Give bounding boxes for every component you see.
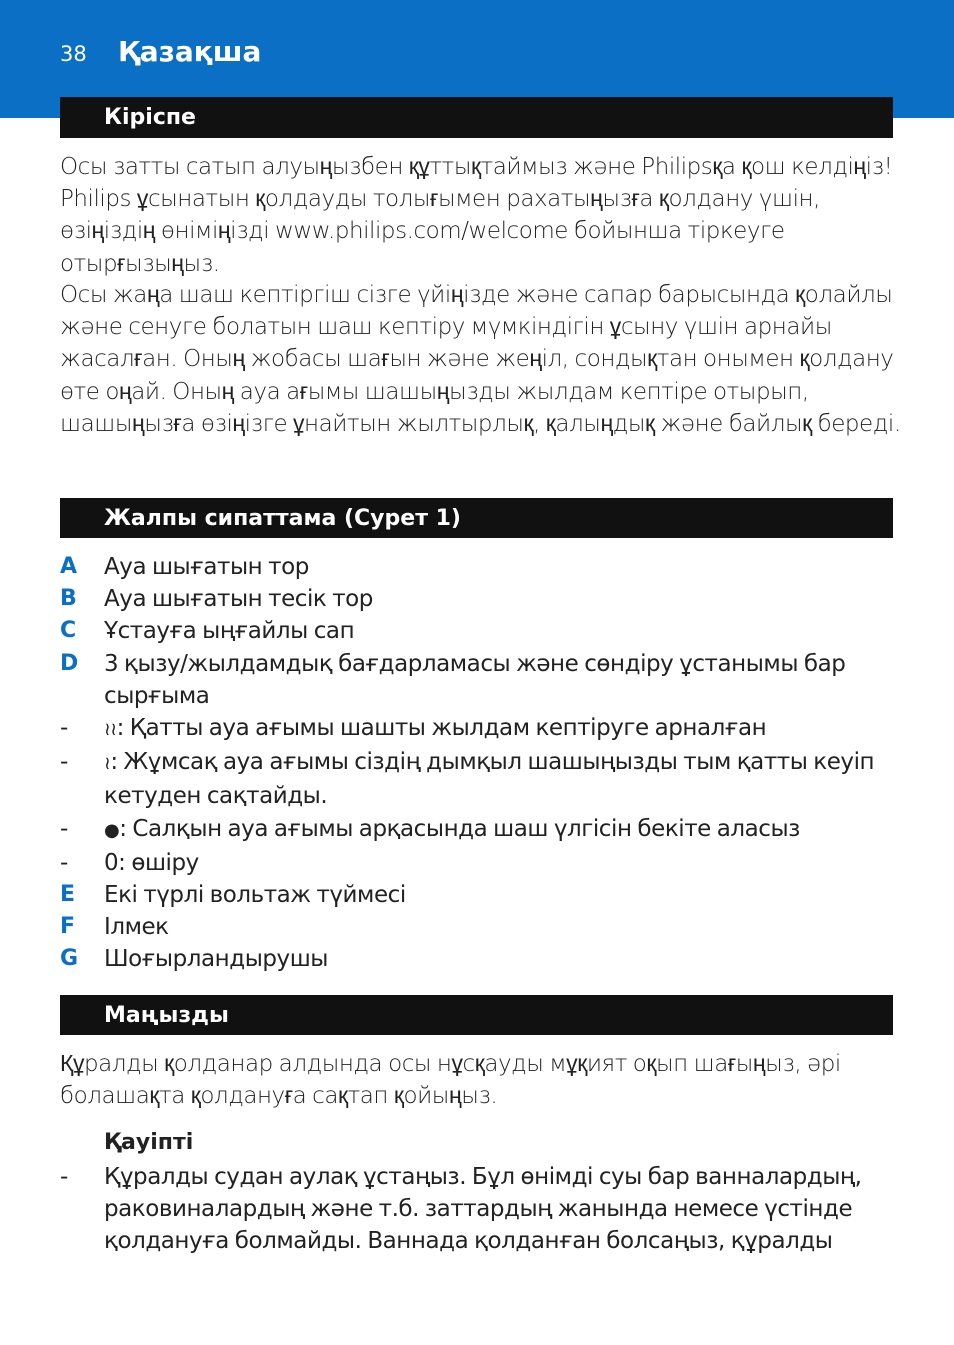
item-text: 0: өшіру	[104, 849, 199, 876]
item-marker: D	[60, 650, 78, 676]
item-marker: -	[60, 715, 68, 742]
list-item	[60, 551, 905, 583]
item-text: Ілмек	[104, 914, 169, 941]
cool-shot-icon: ●	[104, 819, 120, 841]
item-text: 3 қызу/жылдамдық бағдарламасы және сөндіру ұстанымы бар сырғыма	[104, 650, 846, 709]
item-marker: -	[60, 1164, 68, 1190]
list-item	[60, 746, 905, 812]
section-heading-description: Жалпы сипаттама (Сурет 1)	[60, 498, 893, 538]
item-text: : Жұмсақ ауа ағымы сіздің дымқыл шашыңызды тым қатты кеуіп кетуден сақтайды.	[104, 749, 875, 810]
item-text: Ауа шығатын тор	[104, 554, 309, 580]
list-item	[60, 813, 905, 847]
list-item	[60, 583, 905, 615]
section-heading-important: Маңызды	[60, 995, 893, 1035]
list-item	[60, 1161, 905, 1258]
danger-heading: Қауіпті	[104, 1130, 194, 1155]
section-heading-intro: Кіріспе	[60, 97, 893, 138]
list-item	[60, 615, 905, 647]
list-item	[60, 712, 905, 746]
intro-paragraph-2: Осы жаңа шаш кептіргіш сізге үйіңізде және сапар барысында қолайлы және сенуге болатын шаш кептіру мүмкіндігін ұсыну үшін арнайы жасалған. Оның жобасы шағын және жеңіл, сондықтан онымен қолдану өте оңай. Оның ауа ағымы шашыңызды жылдам кептіре отырып, шашыңызға өзіңізге ұнайтын жылтырлық, қалыңдық және байлық береді.	[60, 282, 901, 437]
list-item	[60, 943, 905, 975]
danger-list	[60, 1161, 905, 1258]
item-text: Ұстауға ыңғайлы сап	[104, 618, 355, 645]
item-text: Екі түрлі вольтаж түймесі	[104, 882, 406, 909]
intro-paragraph-1: Осы затты сатып алуыңызбен құттықтаймыз және Philipsқа қош келдіңіз! Philips ұсынатын қолдауды толығымен рахатыңызға қолдану үшін, өзіңіздің өніміңізді www.philips.com/welcome бойынша тіркеуге отырғызыңыз.	[60, 154, 893, 277]
item-text: Құралды судан аулақ ұстаңыз. Бұл өнімді суы бар ванналардың, раковиналардың және т.б. заттардың жанында немесе үстінде қолдануға болмайды. Ваннада қолданған болсаңыз, құралды	[104, 1164, 862, 1255]
item-text: Шоғырландырушы	[104, 946, 329, 973]
list-item	[60, 911, 905, 943]
item-marker: A	[60, 554, 77, 579]
item-marker: C	[60, 618, 76, 644]
page-number: 38	[60, 42, 87, 66]
item-marker: F	[60, 914, 75, 940]
high-airflow-icon: ≀≀	[104, 719, 117, 741]
item-marker: -	[60, 849, 68, 876]
item-marker: -	[60, 815, 68, 842]
item-marker: G	[60, 946, 78, 972]
list-item	[60, 648, 905, 712]
list-item	[60, 879, 905, 911]
item-text: : Салқын ауа ағымы арқасында шаш үлгісін бекіте аласыз	[119, 815, 800, 842]
low-airflow-icon: ≀	[104, 753, 111, 775]
language-title: Қазақша	[118, 35, 262, 68]
item-marker: E	[60, 882, 75, 908]
item-marker: -	[60, 749, 68, 776]
item-marker: B	[60, 586, 77, 612]
item-text: Ауа шығатын тесік тор	[104, 586, 373, 613]
important-paragraph: Құралды қолданар алдында осы нұсқауды мұқият оқып шағыңыз, әрі болашақта қолдануға сақтап қойыңыз.	[60, 1051, 841, 1110]
item-text: : Қатты ауа ағымы шашты жылдам кептіруге арналған	[116, 715, 767, 742]
parts-list	[60, 551, 905, 976]
list-item	[60, 847, 905, 879]
